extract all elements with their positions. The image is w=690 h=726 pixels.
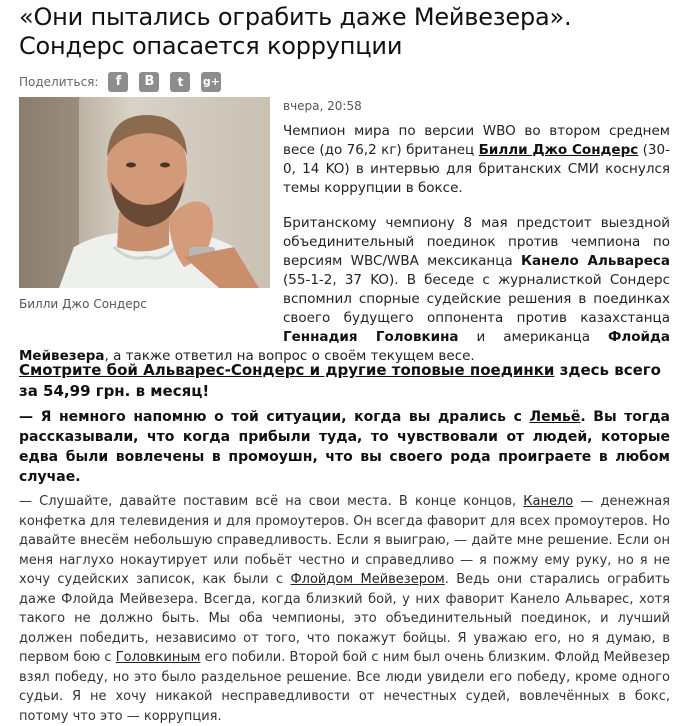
promo-text: здесь всего за 54,99 грн. в месяц!: [19, 361, 661, 400]
twitter-icon[interactable]: t: [170, 72, 190, 92]
interview-answer: [19, 492, 670, 726]
golovkin-name: Геннадия Головкина: [283, 329, 459, 345]
text-span: (30-0, 14 KO) в интервью для британских СМИ коснулся темы коррупции в боксе.: [283, 142, 670, 196]
vk-icon[interactable]: B: [139, 72, 159, 92]
golovkin-link[interactable]: Головкиным: [115, 650, 201, 665]
text-span: Британскому чемпиону 8 мая предстоит выездной объединительный поединок против чемпиона по версиям WBC/WBA мексиканца: [283, 215, 670, 269]
text-span: его побили. Второй бой с ним был очень близким. Флойд Мейвезер взял победу, но это было раздельное решение. Все люди увидели его победу, кроме одного судьи. Я не хочу никакой несправедливости от нечестных судей, вовлечённых в бокс, потому что это — коррупция.: [19, 650, 670, 724]
share-label: Поделиться:: [19, 75, 99, 89]
text-span: . Ведь они старались ограбить даже Флойда Мейвезера. Всегда, когда близкий бой, у них фаворит Канело Альварес, хотя такого не должно быть. Мы оба чемпионы, это объединительный поединок, и лучший должен победить, независимо от того, что покажут бойцы. Я уважаю его, но я думаю, в первом бою с: [19, 572, 670, 665]
photo-float-spacer: [19, 122, 283, 332]
facebook-icon[interactable]: f: [108, 72, 128, 92]
text-span: — Слушайте, давайте поставим всё на свои места. В конце концов,: [19, 494, 524, 509]
text-span: (55-1-2, 37 KO). В беседе с журналисткой Сондерс вспомнил спорные судейские решения в поединках своего будущего оппонента против казахстанца: [283, 272, 670, 326]
publish-time: вчера, 20:58: [283, 99, 362, 113]
text-span: , а также ответил на вопрос о своём текущем весе.: [104, 348, 475, 364]
text-span: . Вы тогда рассказывали, что когда прибыли туда, то чувствовали от людей, которые едва были вовлечены в промоушн, что вы своего рода проиграете в любом случае.: [19, 409, 670, 485]
text-span: Чемпион мира по версии WBO во втором среднем весе (до 76,2 кг) британец: [283, 123, 670, 158]
saunders-link[interactable]: Билли Джо Сондерс: [478, 142, 639, 158]
text-span: — денежная конфетка для телевидения и для промоутеров. Он всегда фаворит для всех промоутеров. Но давайте внесём небольшую справедливость. Если я выиграю, — дайте мне решение. Если он меня наглухо нокаутирует или побьёт честно и справедливо — я пожму ему руку, но я не хочу судейских записок, как были с: [19, 494, 670, 587]
interview-question: [19, 407, 670, 487]
text-span: и американца: [458, 329, 608, 345]
lemieux-link[interactable]: Лемьё: [529, 409, 581, 425]
text-span: — Я немного напомню о той ситуации, когда вы дрались с: [19, 409, 530, 425]
googleplus-icon[interactable]: g+: [201, 72, 221, 92]
mayweather-name: Флойда Мейвезера: [19, 329, 670, 364]
article-intro: [19, 122, 670, 382]
canelo-link[interactable]: Канело: [523, 494, 574, 509]
photo-caption: Билли Джо Сондерс: [19, 297, 147, 311]
mayweather-link[interactable]: Флойдом Мейвезером: [290, 572, 445, 587]
promo-banner: [19, 360, 670, 402]
promo-link[interactable]: Смотрите бой Альварес-Сондерс и другие топовые поединки: [19, 361, 555, 379]
share-bar: [19, 70, 232, 94]
article-title: «Они пытались ограбить даже Мейвезера». Сондерс опасается коррупции: [19, 3, 572, 60]
canelo-name: Канело Альвареса: [521, 253, 670, 269]
